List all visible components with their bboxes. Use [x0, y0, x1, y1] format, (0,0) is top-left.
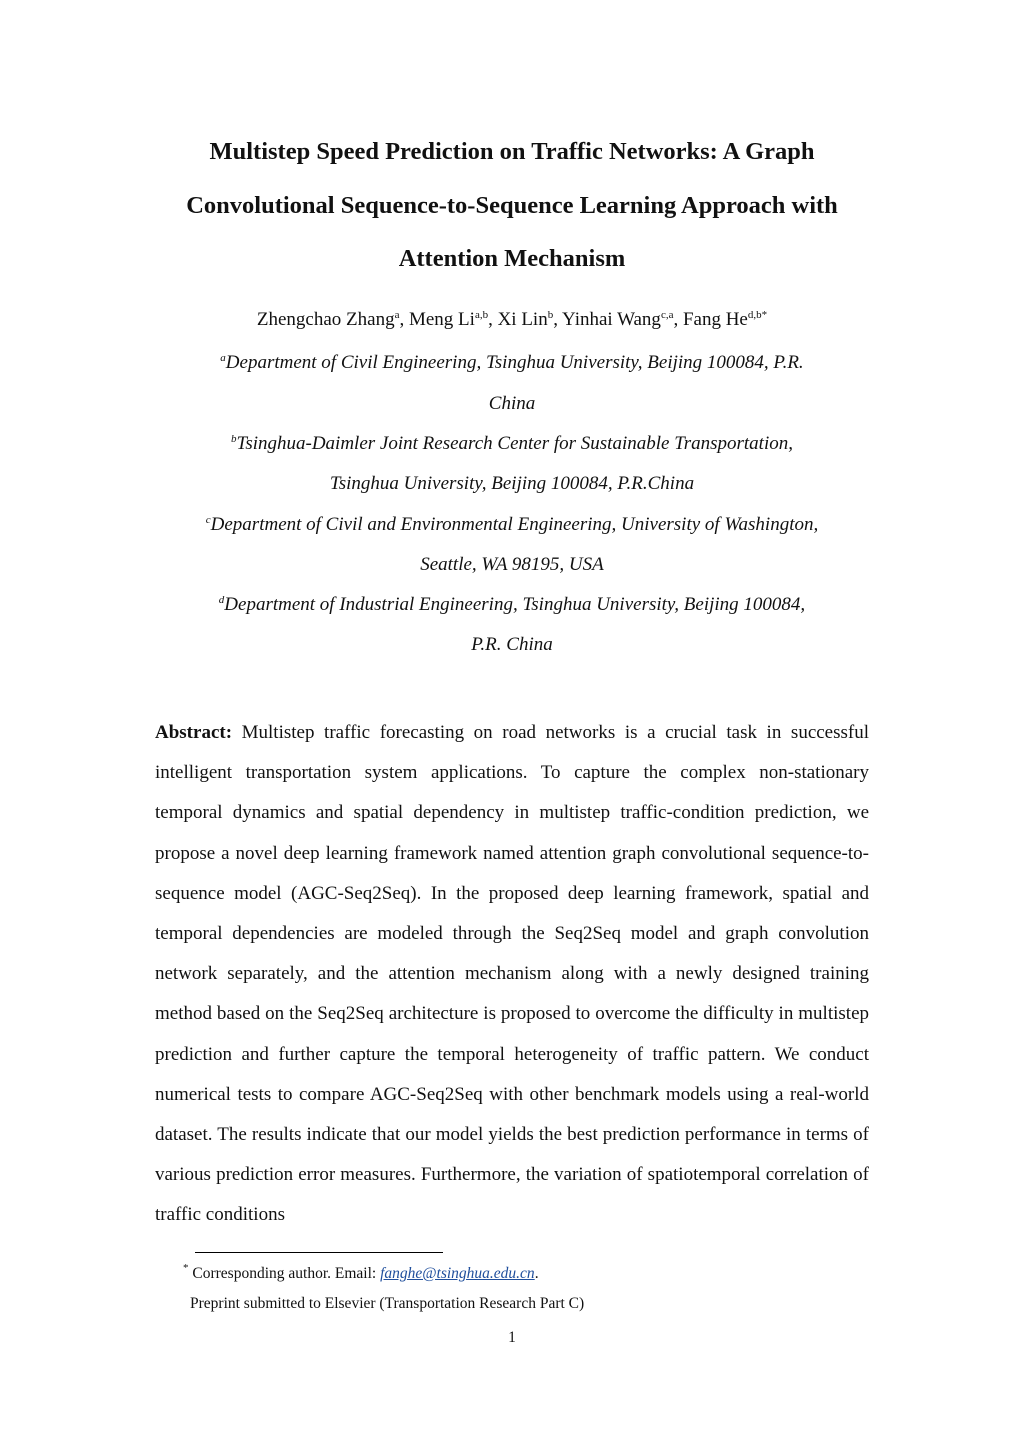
abstract — [155, 713, 869, 1236]
author-affiliation-mark: b — [547, 309, 554, 321]
affiliation-c-line-2: Seattle, WA 98195, USA — [420, 554, 604, 575]
author-list — [120, 308, 904, 332]
affiliation-text: Department of Industrial Engineering, Tsinghua University, Beijing 100084, — [224, 594, 806, 615]
paper-title-line-2: Convolutional Sequence-to-Sequence Learning Approach with — [186, 192, 838, 219]
footnote-marker: * — [183, 1262, 189, 1274]
author-name: Yinhai Wang — [562, 309, 661, 330]
corresponding-author-footnote — [183, 1264, 539, 1284]
affiliation-a-line-2: China — [488, 393, 536, 414]
author-name: Zhengchao Zhang — [256, 309, 395, 330]
affiliation-b-line-2: Tsinghua University, Beijing 100084, P.R.China — [329, 473, 695, 494]
affiliation-mark: c — [205, 514, 211, 526]
email-link[interactable]: fanghe@tsinghua.edu.cn — [380, 1265, 535, 1282]
author-name: Xi Lin — [497, 309, 548, 330]
author-separator: , — [553, 309, 563, 330]
author-separator: , — [399, 309, 409, 330]
affiliation-mark: b — [231, 433, 237, 445]
author-separator: , — [488, 309, 498, 330]
preprint-note: Preprint submitted to Elsevier (Transportation Research Part C) — [190, 1295, 585, 1312]
affiliation-text: Department of Civil Engineering, Tsinghua University, Beijing 100084, P.R. — [225, 352, 804, 373]
affiliation-d — [100, 593, 924, 617]
author-affiliation-mark: a — [394, 309, 400, 321]
affiliation-mark: a — [220, 352, 226, 364]
affiliation-d-line-2: P.R. China — [471, 634, 553, 655]
paper-title-line-1: Multistep Speed Prediction on Traffic Networks: A Graph — [209, 138, 815, 165]
abstract-label: Abstract: — [155, 722, 233, 743]
affiliation-text: Tsinghua-Daimler Joint Research Center for Sustainable Transportation, — [236, 433, 793, 454]
affiliation-text: Department of Civil and Environmental Engineering, University of Washington, — [210, 514, 819, 535]
author-name: Meng Li — [408, 309, 475, 330]
abstract-body: Multistep traffic forecasting on road networks is a crucial task in successful intelligent transportation system applications. To capture the complex non-stationary temporal dynamics and spatial dependency in multistep traffic-condition prediction, we propose a novel deep learning framework named attention graph convolutional sequence-to-sequence model (AGC-Seq2Seq). In the proposed deep learning framework, spatial and temporal dependencies are modeled through the Seq2Seq model and graph convolution network separately, and the attention mechanism along with a newly designed training method based on the Seq2Seq architecture is proposed to overcome the difficulty in multistep prediction and further capture the temporal heterogeneity of traffic pattern. We conduct numerical tests to compare AGC-Seq2Seq with other benchmark models using a real-world dataset. The results indicate that our model yields the best prediction performance in terms of various prediction error measures. Furthermore, the variation of spatiotemporal correlation of traffic conditions — [155, 722, 870, 1226]
author-affiliation-mark: d,b* — [747, 309, 768, 321]
affiliation-mark: d — [218, 594, 225, 606]
author-name: Fang He — [682, 309, 748, 330]
paper-title-line-3: Attention Mechanism — [398, 245, 626, 272]
page-number: 1 — [508, 1329, 516, 1346]
author-affiliation-mark: c,a — [660, 309, 674, 321]
author-affiliation-mark: a,b — [474, 309, 489, 321]
affiliation-c — [100, 513, 924, 537]
footnote-suffix: . — [534, 1265, 539, 1282]
footnote-prefix: Corresponding author. Email: — [192, 1265, 381, 1282]
affiliation-b — [100, 432, 924, 456]
affiliation-a — [100, 351, 924, 375]
author-separator: , — [673, 309, 683, 330]
footnote-divider — [195, 1252, 443, 1253]
